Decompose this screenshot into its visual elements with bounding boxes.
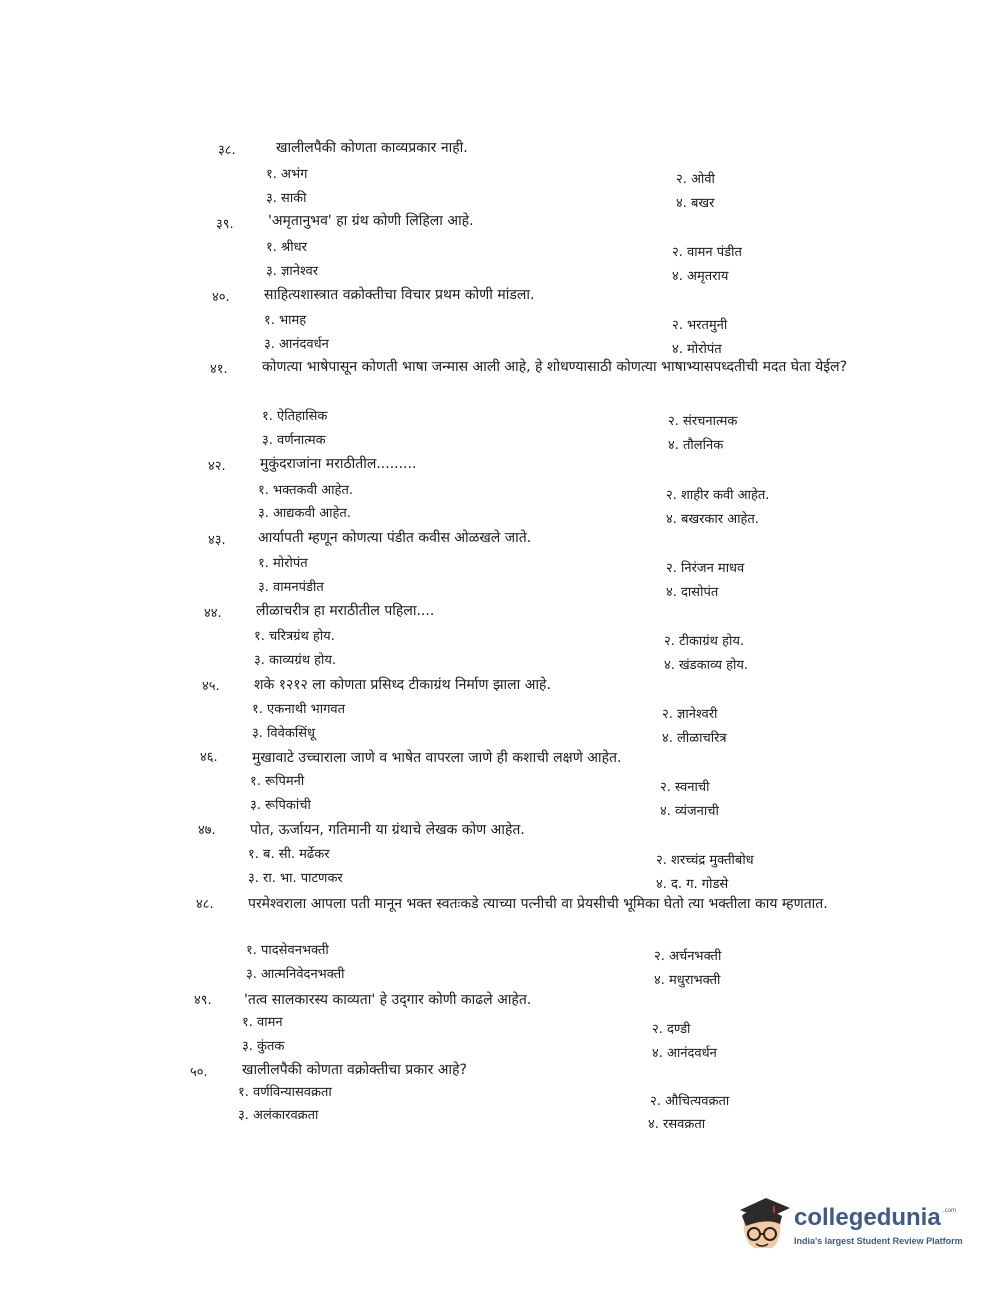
brand-tagline: India's largest Student Review Platform — [794, 1236, 963, 1246]
option-2: २. निरंजन माधव — [666, 561, 745, 576]
question-text: मुकुंदराजांना मराठीतील......... — [260, 456, 417, 472]
option-2: २. संरचनात्मक — [668, 414, 738, 429]
option-1: १. रूपिमनी — [250, 774, 305, 789]
option-4: ४. लीळाचरित्र — [662, 731, 727, 746]
option-4: ४. दासोपंत — [666, 585, 719, 600]
question-text: शके १२१२ ला कोणता प्रसिध्द टीकाग्रंथ निर्माण झाला आहे. — [254, 677, 551, 693]
option-3: ३. काव्यग्रंथ होय. — [254, 653, 337, 668]
option-3: ३. कुंतक — [242, 1039, 285, 1054]
option-3: ३. आद्यकवी आहेत. — [258, 506, 351, 521]
option-3: ३. आनंदवर्धन — [264, 337, 329, 352]
option-4: ४. मधुराभक्ती — [654, 973, 721, 988]
option-4: ४. मोरोपंत — [672, 342, 722, 357]
option-4: ४. द. ग. गोडसे — [656, 877, 729, 892]
option-3: ३. ज्ञानेश्वर — [266, 264, 319, 279]
option-4: ४. आनंदवर्धन — [652, 1046, 717, 1061]
option-1: १. श्रीधर — [266, 240, 307, 255]
option-4: ४. बखरकार आहेत. — [666, 512, 759, 527]
option-4: ४. तौलनिक — [668, 438, 724, 453]
option-1: १. मोरोपंत — [258, 556, 308, 571]
question-number: ३८. — [218, 143, 236, 158]
option-3: ३. विवेकसिंधू — [252, 726, 315, 741]
option-4: ४. व्यंजनाची — [660, 804, 719, 819]
question-number: ४७. — [198, 823, 216, 838]
question-number: ५०. — [190, 1065, 208, 1080]
option-2: २. औचित्यवक्रता — [650, 1094, 730, 1109]
question-text: आर्यापती म्हणून कोणत्या पंडीत कवीस ओळखले जाते. — [258, 530, 532, 546]
option-2: २. शाहीर कवी आहेत. — [666, 488, 770, 503]
option-3: ३. वर्णनात्मक — [262, 433, 326, 448]
option-3: ३. वामनपंडीत — [258, 580, 324, 595]
option-1: १. ऐतिहासिक — [262, 409, 328, 424]
option-1: १. पादसेवनभक्ती — [246, 943, 329, 958]
option-1: १. भामह — [264, 313, 307, 328]
option-1: १. वामन — [242, 1015, 283, 1030]
option-2: २. दण्डी — [652, 1022, 691, 1037]
brand-domain-suffix: .com — [943, 1208, 957, 1214]
question-number: ४४. — [204, 606, 222, 621]
option-2: २. ज्ञानेश्वरी — [662, 707, 718, 722]
option-2: २. वामन पंडीत — [672, 245, 742, 260]
collegedunia-logo — [736, 1196, 966, 1270]
question-text: परमेश्वराला आपला पती मानून भक्त स्वतःकडे त्याच्या पत्नीची वा प्रेयसीची भूमिका घेतो त्या भक्तीला काय म्हणतात. — [248, 896, 828, 912]
option-2: २. टीकाग्रंथ होय. — [664, 634, 745, 649]
option-4: ४. रसवक्रता — [648, 1117, 706, 1132]
question-text: मुखावाटे उच्चाराला जाणे व भाषेत वापरला जाणे ही कशाची लक्षणे आहेत. — [252, 750, 622, 766]
option-2: २. शरच्चंद्र मुक्तीबोध — [656, 853, 754, 868]
option-2: २. भरतमुनी — [672, 318, 728, 333]
question-number: ४५. — [202, 679, 220, 694]
option-2: २. स्वनाची — [660, 780, 710, 795]
option-1: १. अभंग — [266, 167, 308, 182]
question-number: ३९. — [216, 217, 234, 232]
question-number: ४२. — [208, 459, 226, 474]
option-2: २. अर्चनभक्ती — [654, 949, 722, 964]
option-3: ३. अलंकारवक्रता — [238, 1108, 319, 1123]
question-text: 'तत्व सालकारस्य काव्यता' हे उद्‌गार कोणी काढले आहेत. — [244, 992, 532, 1008]
option-3: ३. रा. भा. पाटणकर — [248, 871, 343, 886]
question-number: ४८. — [196, 897, 214, 912]
option-1: १. चरित्रग्रंथ होय. — [254, 629, 335, 644]
option-3: ३. रूपिकांची — [250, 798, 311, 813]
question-text: लीळाचरीत्र हा मराठीतील पहिला.... — [256, 603, 435, 619]
option-2: २. ओवी — [676, 172, 715, 187]
question-number: ४६. — [200, 750, 218, 765]
option-1: १. वर्णविन्यासवक्रता — [238, 1085, 332, 1100]
option-1: १. ब. सी. मर्ढेकर — [248, 847, 330, 862]
question-text: कोणत्या भाषेपासून कोणती भाषा जन्मास आली आहे, हे शोधण्यासाठी कोणत्या भाषाभ्यासपध्दतीची मदत घेता येईल? — [262, 359, 848, 375]
option-3: ३. साकी — [266, 191, 307, 206]
brand-name: collegedunia — [794, 1204, 941, 1231]
question-text: खालीलपैकी कोणता वक्रोक्तीचा प्रकार आहे? — [242, 1062, 467, 1078]
question-number: ४९. — [194, 993, 212, 1008]
option-4: ४. अमृतराय — [672, 269, 729, 284]
question-text: 'अमृतानुभव' हा ग्रंथ कोणी लिहिला आहे. — [268, 213, 474, 229]
option-4: ४. खंडकाव्य होय. — [664, 658, 749, 673]
question-text: साहित्यशास्त्रात वक्रोक्तीचा विचार प्रथम कोणी मांडला. — [264, 287, 535, 303]
question-text: पोत, ऊर्जायन, गतिमानी या ग्रंथाचे लेखक कोण आहेत. — [250, 822, 525, 838]
question-number: ४३. — [208, 533, 226, 548]
option-1: १. एकनाथी भागवत — [252, 702, 346, 717]
graduate-mascot-icon — [736, 1196, 792, 1256]
question-number: ४१. — [210, 362, 228, 377]
question-text: खालीलपैकी कोणता काव्यप्रकार नाही. — [276, 140, 468, 156]
question-number: ४०. — [212, 290, 230, 305]
option-4: ४. बखर — [676, 196, 715, 211]
option-3: ३. आत्मनिवेदनभक्ती — [246, 967, 345, 982]
option-1: १. भक्तकवी आहेत. — [258, 483, 353, 498]
